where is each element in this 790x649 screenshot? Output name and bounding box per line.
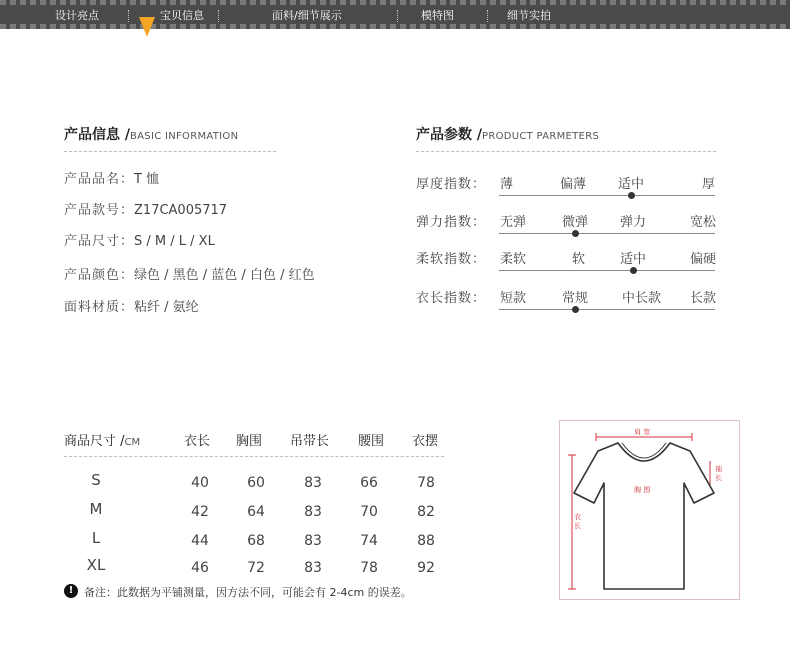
- param-label: 衣长指数：: [416, 291, 487, 306]
- product-params-title-cn: 产品参数 /: [416, 127, 482, 143]
- size-label: L: [91, 529, 101, 547]
- nav-item-fabric-details[interactable]: 面料/细节展示: [272, 9, 342, 22]
- size-table-divider: [64, 456, 444, 457]
- basic-info-title: [64, 124, 238, 144]
- size-col-chest: 胸围: [236, 434, 263, 449]
- size-table-header: 商品尺寸 /CM: [64, 434, 141, 449]
- sleeve-label: 袖长: [715, 465, 722, 482]
- nav-separator: [128, 10, 129, 22]
- basic-info-title-cn: 产品信息 /: [64, 127, 130, 143]
- size-value-cell: 83: [304, 504, 322, 520]
- size-col-strap-length: 吊带长: [290, 434, 330, 449]
- param-label: 柔软指数：: [416, 252, 487, 267]
- param-option: 薄: [500, 177, 514, 192]
- size-value-cell: 78: [417, 475, 435, 491]
- size-value-cell: 66: [360, 475, 378, 491]
- param-option: 偏薄: [560, 177, 587, 192]
- size-value-cell: 60: [247, 475, 265, 491]
- size-value-cell: 83: [304, 533, 322, 549]
- param-scale-line: [499, 233, 715, 234]
- nav-item-detail-shots[interactable]: 细节实拍: [507, 9, 551, 22]
- nav-item-design-highlights[interactable]: 设计亮点: [55, 9, 99, 22]
- param-option: 厚: [702, 177, 716, 192]
- size-value-cell: 83: [304, 560, 322, 576]
- top-nav-bar: [0, 0, 790, 29]
- size-col-hem: 衣摆: [412, 434, 439, 449]
- size-value-cell: 82: [417, 504, 435, 520]
- tshirt-diagram: [560, 421, 739, 599]
- basic-info-title-en: BASIC INFORMATION: [130, 131, 239, 142]
- param-label: 弹力指数：: [416, 215, 487, 230]
- param-scale-line: [499, 195, 715, 196]
- param-scale-line: [499, 270, 715, 271]
- size-value-cell: 68: [247, 533, 265, 549]
- info-row-size: 产品尺寸：S / M / L / XL: [64, 234, 215, 249]
- param-scale-line: [499, 309, 715, 310]
- shoulder-label: 肩 宽: [634, 428, 651, 436]
- param-option: 中长款: [622, 291, 662, 306]
- nav-chain-decoration-bottom: [0, 24, 790, 29]
- param-option: 常规: [562, 291, 589, 306]
- size-label: S: [91, 471, 101, 489]
- info-row-name: 产品品名：T 恤: [64, 172, 160, 187]
- size-value-cell: 92: [417, 560, 435, 576]
- active-tab-marker: [139, 17, 155, 37]
- length-label: 衣长: [574, 513, 581, 530]
- size-value-cell: 42: [191, 504, 209, 520]
- nav-item-product-info[interactable]: 宝贝信息: [160, 9, 204, 22]
- param-option: 柔软: [500, 252, 527, 267]
- size-value-cell: 44: [191, 533, 209, 549]
- nav-item-model-photos[interactable]: 模特图: [421, 9, 454, 22]
- nav-chain-decoration-top: [0, 0, 790, 5]
- size-note: 备注：此数据为平铺测量，因方法不同，可能会有 2-4cm 的误差。: [84, 586, 412, 599]
- param-option: 偏硬: [690, 252, 717, 267]
- warning-icon: !: [64, 584, 78, 598]
- param-option: 短款: [500, 291, 527, 306]
- measurement-diagram: [559, 420, 740, 600]
- chest-label: 胸 围: [634, 486, 651, 494]
- param-option: 宽松: [690, 215, 717, 230]
- size-value-cell: 78: [360, 560, 378, 576]
- param-option: 微弹: [562, 215, 589, 230]
- param-option: 长款: [690, 291, 717, 306]
- nav-separator: [397, 10, 398, 22]
- size-value-cell: 40: [191, 475, 209, 491]
- basic-info-divider: [64, 151, 276, 152]
- info-row-material: 面料材质：粘纤 / 氨纶: [64, 300, 199, 315]
- param-option: 软: [572, 252, 586, 267]
- product-params-title-en: PRODUCT PARMETERS: [482, 131, 600, 142]
- product-params-title: [416, 124, 599, 144]
- size-label: M: [89, 500, 103, 518]
- size-value-cell: 83: [304, 475, 322, 491]
- param-option: 适中: [620, 252, 647, 267]
- size-value-cell: 46: [191, 560, 209, 576]
- param-selected-dot: [630, 267, 637, 274]
- size-label: XL: [86, 556, 106, 574]
- param-selected-dot: [572, 306, 579, 313]
- param-selected-dot: [572, 230, 579, 237]
- info-row-style-number: 产品款号：Z17CA005717: [64, 203, 228, 218]
- size-value-cell: 74: [360, 533, 378, 549]
- size-value-cell: 88: [417, 533, 435, 549]
- size-col-waist: 腰围: [358, 434, 385, 449]
- param-option: 无弹: [500, 215, 527, 230]
- size-col-length: 衣长: [184, 434, 211, 449]
- info-row-colors: 产品颜色：绿色 / 黑色 / 蓝色 / 白色 / 红色: [64, 268, 315, 283]
- param-selected-dot: [628, 192, 635, 199]
- product-params-divider: [416, 151, 716, 152]
- nav-separator: [487, 10, 488, 22]
- size-value-cell: 64: [247, 504, 265, 520]
- param-label: 厚度指数：: [416, 177, 487, 192]
- size-value-cell: 70: [360, 504, 378, 520]
- nav-separator: [218, 10, 219, 22]
- size-value-cell: 72: [247, 560, 265, 576]
- param-option: 适中: [618, 177, 645, 192]
- param-option: 弹力: [620, 215, 647, 230]
